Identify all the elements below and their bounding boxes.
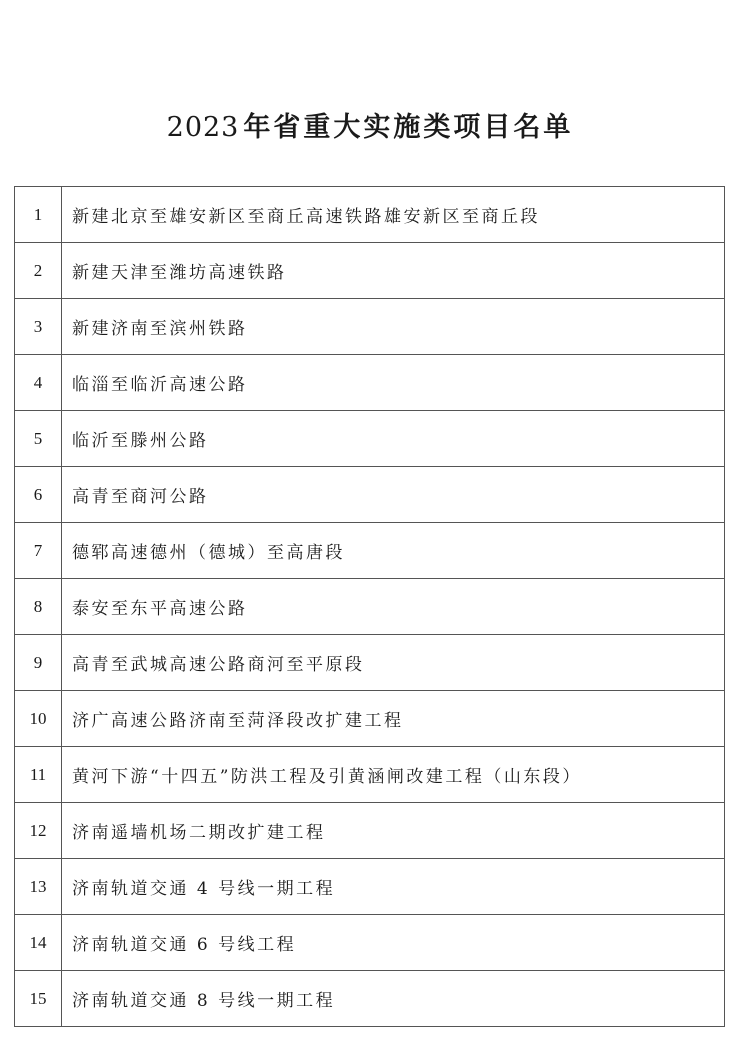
project-name: 泰安至东平高速公路: [62, 579, 725, 635]
table-row: [15, 579, 725, 635]
project-name: 济广高速公路济南至菏泽段改扩建工程: [62, 691, 725, 747]
title-year: 2023: [166, 112, 240, 143]
row-number: 7: [15, 523, 62, 579]
row-number: 9: [15, 635, 62, 691]
table-row: [15, 803, 725, 859]
row-number: 15: [15, 971, 62, 1027]
project-name: 高青至武城高速公路商河至平原段: [62, 635, 725, 691]
row-number: 5: [15, 411, 62, 467]
project-name: 新建北京至雄安新区至商丘高速铁路雄安新区至商丘段: [62, 187, 725, 243]
project-name: 高青至商河公路: [62, 467, 725, 523]
table-row: [15, 243, 725, 299]
table-row: [15, 299, 725, 355]
project-name: 临沂至滕州公路: [62, 411, 725, 467]
title-text: 年省重大实施类项目名单: [243, 112, 574, 143]
project-name: 德郓高速德州（德城）至高唐段: [62, 523, 725, 579]
project-name: 新建天津至潍坊高速铁路: [62, 243, 725, 299]
row-number: 4: [15, 355, 62, 411]
table-row: [15, 635, 725, 691]
table-row: [15, 355, 725, 411]
row-number: 13: [15, 859, 62, 915]
project-name: 济南遥墙机场二期改扩建工程: [62, 803, 725, 859]
row-number: 14: [15, 915, 62, 971]
table-row: [15, 187, 725, 243]
table-row: [15, 747, 725, 803]
project-name: 黄河下游“十四五”防洪工程及引黄涵闸改建工程（山东段）: [62, 747, 725, 803]
row-number: 12: [15, 803, 62, 859]
row-number: 11: [15, 747, 62, 803]
project-name: 济南轨道交通 8 号线一期工程: [62, 971, 725, 1027]
table-row: [15, 971, 725, 1027]
table-row: [15, 859, 725, 915]
table-row: [15, 691, 725, 747]
project-name: 济南轨道交通 4 号线一期工程: [62, 859, 725, 915]
table-row: [15, 411, 725, 467]
row-number: 10: [15, 691, 62, 747]
table-row: [15, 523, 725, 579]
table-row: [15, 915, 725, 971]
project-table: [14, 186, 725, 1027]
document-title: [0, 108, 740, 148]
project-name: 济南轨道交通 6 号线工程: [62, 915, 725, 971]
project-name: 新建济南至滨州铁路: [62, 299, 725, 355]
row-number: 2: [15, 243, 62, 299]
row-number: 8: [15, 579, 62, 635]
table-row: [15, 467, 725, 523]
row-number: 6: [15, 467, 62, 523]
row-number: 1: [15, 187, 62, 243]
project-name: 临淄至临沂高速公路: [62, 355, 725, 411]
row-number: 3: [15, 299, 62, 355]
